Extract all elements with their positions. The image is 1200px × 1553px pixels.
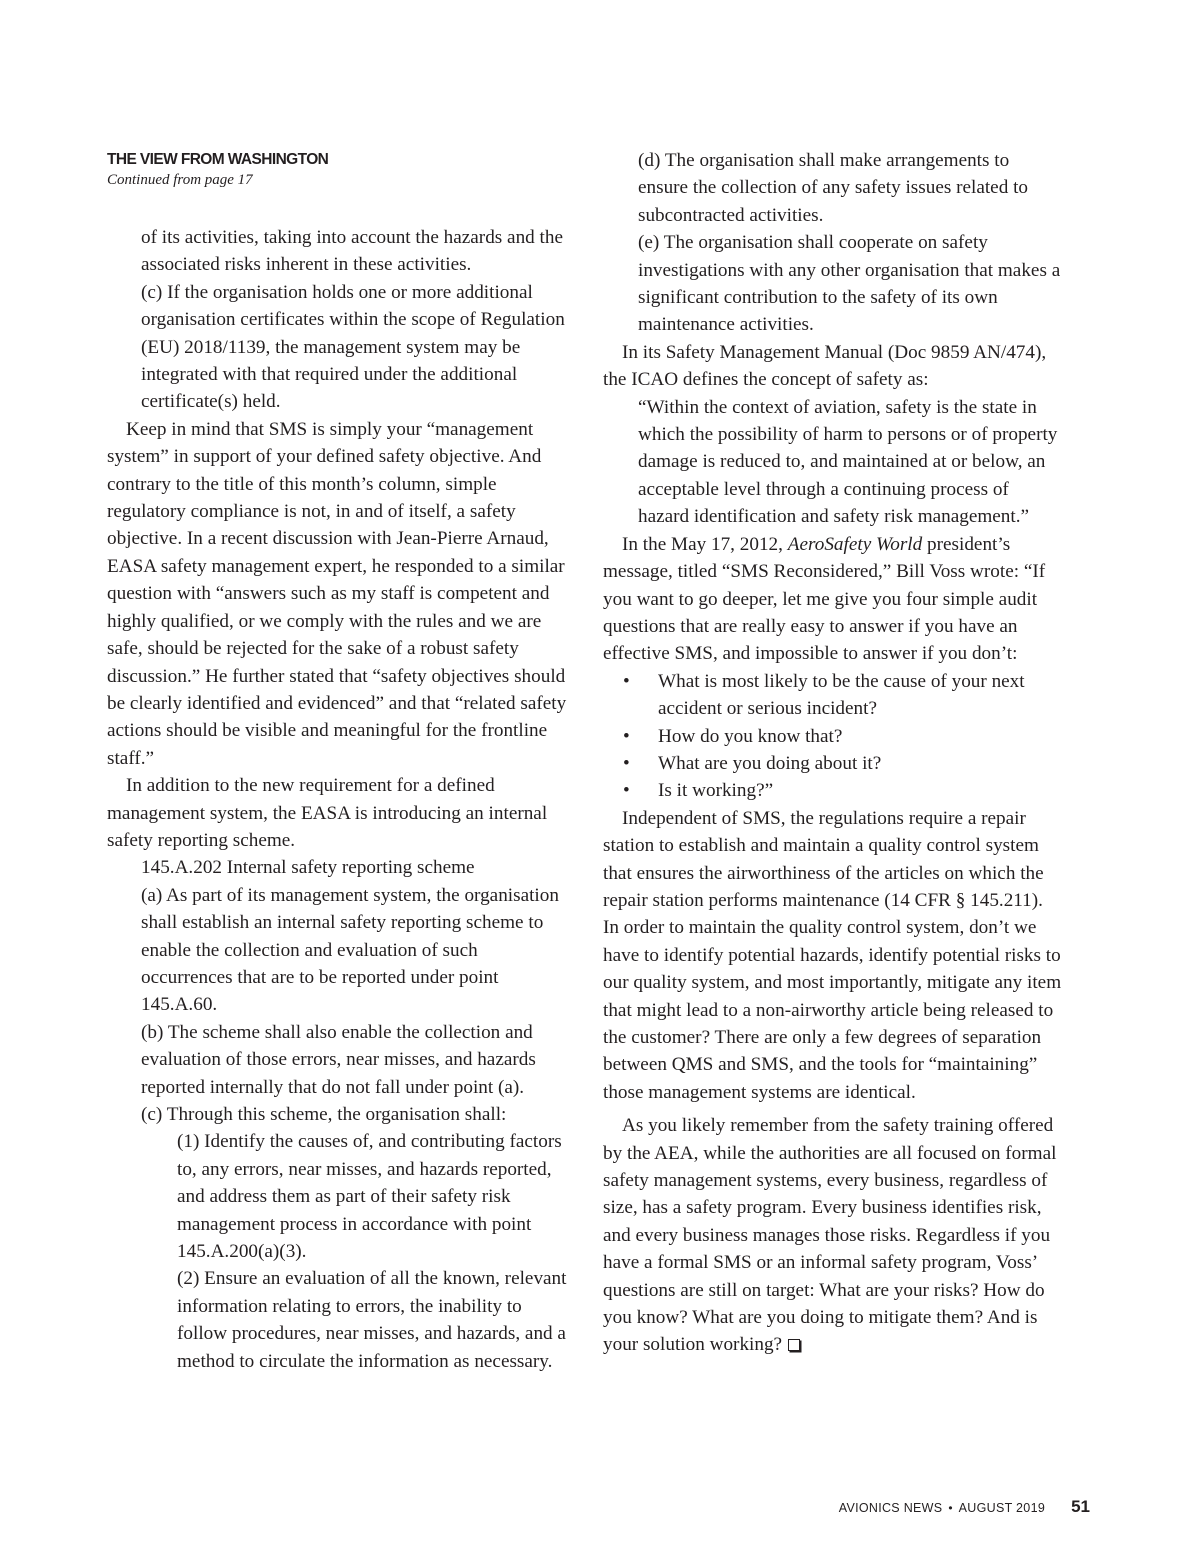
audit-questions-list <box>603 668 1063 805</box>
regulation-clause-d: (d) The organisation shall make arrangements to ensure the collection of any safety issues related to subcontracted activities. <box>638 150 1029 226</box>
list-item <box>603 750 1063 777</box>
regulation-clause-c: (c) Through this scheme, the organisation shall: <box>141 1104 507 1125</box>
page-number: 51 <box>1071 1497 1090 1516</box>
list-item-text: What is most likely to be the cause of your next accident or serious incident? <box>658 670 1025 720</box>
list-item <box>603 777 1063 804</box>
icao-quote: “Within the context of aviation, safety is the state in which the possibility of harm to persons or of property damage is reduced to, and maintained at or below, an acceptable level through a continuing process of hazard identification and safety risk management.” <box>638 396 1058 528</box>
bullet-icon: • <box>623 725 630 747</box>
text-run: As you likely remember from the safety training offered by the AEA, while the authorities are all focused on formal safety management systems, every business, regardless of size, has a safety program. Every business identifies risk, and every business manages those risks. Regardless if you have a formal SMS or an informal safety program, Voss’ questions are still on target: What are your risks? How do you know? What are you doing to mitigate them? And is your solution working? <box>603 1115 1057 1356</box>
body-paragraph: In its Safety Management Manual (Doc 9859 AN/474), the ICAO defines the concept of safety as: <box>603 341 1047 391</box>
text-run: In the May 17, 2012, <box>622 533 788 555</box>
regulation-clause-a: (a) As part of its management system, the organisation shall establish an internal safety reporting scheme to enable the collection and evaluation of such occurrences that are to be reported under point 145.A.60. <box>141 884 559 1016</box>
separator-dot: • <box>948 1501 953 1515</box>
bullet-icon: • <box>623 670 630 692</box>
list-item-text: How do you know that? <box>658 725 843 747</box>
regulation-clause-e: (e) The organisation shall cooperate on safety investigations with any other organisation that makes a significant contribution to the safety of its own maintenance activities. <box>638 232 1061 336</box>
right-column <box>603 147 1063 1359</box>
list-item-text: Is it working?” <box>658 780 774 802</box>
bullet-icon: • <box>623 780 630 802</box>
continued-from-note: Continued from page 17 <box>107 172 253 188</box>
page-footer <box>839 1497 1090 1517</box>
regulation-text-continued: of its activities, taking into account the hazards and the associated risks inherent in these activities. <box>141 227 563 276</box>
regulation-subclause-1: (1) Identify the causes of, and contributing factors to, any errors, near misses, and hazards reported, and address them as part of their safety risk management process in accordance with point 145.A.200(a)(3). <box>177 1131 562 1263</box>
publication-name: AVIONICS NEWS <box>838 1501 943 1515</box>
section-heading: THE VIEW FROM WASHINGTON <box>107 151 329 168</box>
regulation-clause-c: (c) If the organisation holds one or more additional organisation certificates within the scope of Regulation (EU) 2018/1139, the management system may be integrated with that required under the additional certificate(s) held. <box>141 281 565 413</box>
list-item-text: What are you doing about it? <box>658 752 882 774</box>
regulation-title: 145.A.202 Internal safety reporting scheme <box>141 857 475 879</box>
regulation-clause-b: (b) The scheme shall also enable the collection and evaluation of those errors, near misses, and hazards reported internally that do not fall under point (a). <box>141 1021 536 1098</box>
text-run: president’s message, titled “SMS Reconsidered,” Bill Voss wrote: “If you want to go deeper, let me give you four simple audit questions that are really easy to answer if you have an effective SMS, and impossible to answer if you don’t: <box>603 533 1046 665</box>
left-column <box>107 150 567 1375</box>
end-of-article-box-icon <box>788 1339 800 1351</box>
body-paragraph <box>603 531 1063 668</box>
body-paragraph: Keep in mind that SMS is simply your “management system” in support of your defined safety objective. And contrary to the title of this month’s column, simple regulatory compliance is not, in and of itself, a safety objective. In a recent discussion with Jean-Pierre Arnaud, EASA safety management expert, he responded to a similar question with “answers such as my staff is competent and highly qualified, or we comply with the rules and we are safe, should be rejected for the sake of a robust safety discussion.” He further stated that “safety objectives should be clearly identified and evidenced” and that “related safety actions should be visible and meaningful for the frontline staff.” <box>107 418 567 769</box>
list-item <box>603 668 1063 723</box>
body-paragraph: In addition to the new requirement for a defined management system, the EASA is introducing an internal safety reporting scheme. <box>107 775 548 851</box>
bullet-icon: • <box>623 752 630 774</box>
list-item <box>603 723 1063 750</box>
publication-title: AeroSafety World <box>787 533 923 555</box>
body-paragraph: Independent of SMS, the regulations require a repair station to establish and maintain a quality control system that ensures the airworthiness of the articles on which the repair station performs maintenance (14 CFR § 145.211). In order to maintain the quality control system, don’t we have to identify potential hazards, identify potential risks to our quality system, and most importantly, mitigate any item that might lead to a non-airworthy article being released to the customer? There are only a few degrees of separation between QMS and SMS, and the tools for “maintaining” those management systems are identical. <box>603 807 1062 1103</box>
regulation-subclause-2: (2) Ensure an evaluation of all the known, relevant information relating to errors, the inability to follow procedures, near misses, and hazards, and a method to circulate the information as necessary. <box>177 1268 567 1372</box>
body-paragraph <box>603 1112 1063 1359</box>
issue-date: AUGUST 2019 <box>958 1501 1046 1515</box>
